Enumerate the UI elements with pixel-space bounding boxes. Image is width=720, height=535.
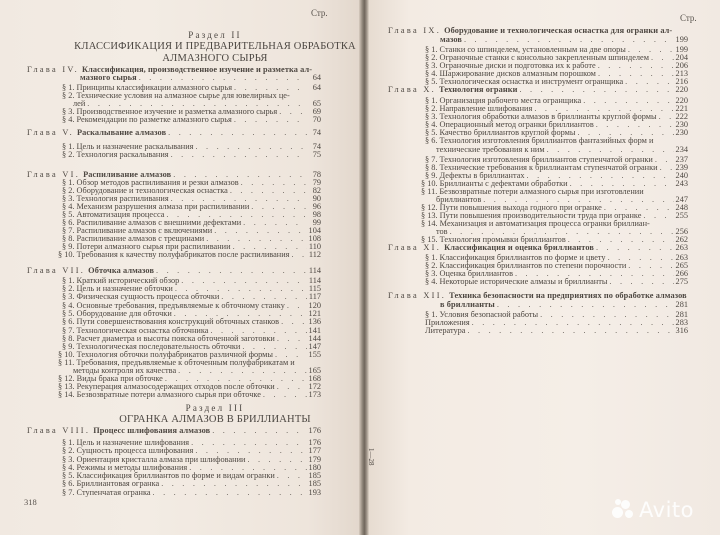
page-number: 144 xyxy=(308,334,321,343)
page-number: 136 xyxy=(308,317,321,326)
avito-logo-icon xyxy=(612,499,636,521)
paragraph-number: § 7. xyxy=(425,155,438,164)
dot-leader xyxy=(281,318,306,326)
page-number: 230 xyxy=(675,128,688,137)
section-label: Раздел II xyxy=(188,30,242,40)
chapter-heading xyxy=(388,292,688,300)
section-title: КЛАССИФИКАЦИЯ И ПРЕДВАРИТЕЛЬНАЯ ОБРАБОТКА xyxy=(74,41,356,52)
page-number: 221 xyxy=(675,104,688,113)
section-label: Раздел III xyxy=(185,403,245,413)
page-number: 108 xyxy=(308,234,321,243)
chapter-title-cont: мазов xyxy=(440,35,462,44)
dot-leader xyxy=(168,129,307,137)
paragraph-number: § 2. xyxy=(425,53,438,62)
paragraph-number: § 2. xyxy=(62,150,75,159)
page-number: 199 xyxy=(675,35,688,44)
paragraph-title: Ограночные диски и подготовка их к работе xyxy=(439,61,596,70)
dot-leader xyxy=(547,146,674,154)
dot-leader xyxy=(464,36,674,44)
paragraph-number: § 2. xyxy=(62,284,75,293)
paragraph-title: Распиливание алмазов с трещинами xyxy=(76,234,205,243)
paragraph-title: Безвозвратные потери алмазного сырья при обточке xyxy=(76,390,261,399)
chapter-heading xyxy=(27,427,321,435)
paragraph-number: § 6. xyxy=(62,218,75,227)
paragraph-number: § 1. xyxy=(425,253,438,262)
page-number: 275 xyxy=(675,277,688,286)
appendix-title: Приложения xyxy=(425,318,470,327)
page-number: 64 xyxy=(312,83,321,92)
dot-leader xyxy=(156,267,307,275)
page-number: 230 xyxy=(675,120,688,129)
page-number: 185 xyxy=(308,471,321,480)
page-number: 98 xyxy=(312,210,321,219)
paragraph-title: Требования к качеству полуфабрикатов после распиливания xyxy=(76,250,290,259)
paragraph-entry xyxy=(62,151,321,159)
paragraph-number: § 3. xyxy=(62,194,75,203)
page-number: 256 xyxy=(675,227,688,236)
dot-leader xyxy=(609,278,673,286)
paragraph-title-cont: лей xyxy=(73,99,86,108)
chapter-heading xyxy=(27,129,321,137)
chapter-number: Глава XII. xyxy=(388,291,447,300)
page-number: 281 xyxy=(675,300,688,309)
paragraph-title: Оборудование и технологическая оснастка xyxy=(76,186,228,195)
dot-leader xyxy=(497,301,674,309)
paragraph-number: § 11. xyxy=(58,358,75,367)
page-number: 266 xyxy=(675,269,688,278)
paragraph-title: Распиливание алмазов с включениями xyxy=(76,226,213,235)
chapter-heading-label xyxy=(27,427,210,435)
paragraph-entry-label xyxy=(62,489,151,497)
paragraph-number: § 10. xyxy=(421,179,438,188)
paragraph-title: Технические требования к бриллиантам ступенчатой огранки xyxy=(439,163,658,172)
paragraph-number: § 2. xyxy=(62,446,75,455)
paragraph-title: Условия безопасной работы xyxy=(439,310,539,319)
chapter-number: Глава XI. xyxy=(388,243,442,252)
paragraph-title: Бриллианты с дефектами обработки xyxy=(439,179,568,188)
page-number: 248 xyxy=(675,203,688,212)
paragraph-number: § 7. xyxy=(62,226,75,235)
page-number: 120 xyxy=(308,301,321,310)
page-number: 115 xyxy=(308,284,321,293)
paragraph-entry xyxy=(62,489,321,497)
paragraph-number: § 5. xyxy=(62,210,75,219)
page-number: 204 xyxy=(675,53,688,62)
page-number: 155 xyxy=(308,350,321,359)
paragraph-number: § 1. xyxy=(425,310,438,319)
paragraph-number: § 1. xyxy=(62,178,75,187)
page-number: 177 xyxy=(308,446,321,455)
paragraph-entry-label xyxy=(62,151,169,159)
chapter-heading-cont-label xyxy=(440,36,462,44)
page-number: 79 xyxy=(312,178,321,187)
chapter-title: Распиливание алмазов xyxy=(83,170,172,179)
page-folio: 318 xyxy=(24,497,37,507)
paragraph-title: Потери алмазного сырья при распиливании xyxy=(76,242,231,251)
paragraph-title-cont: бриллиантов xyxy=(436,195,482,204)
page-number: 185 xyxy=(308,479,321,488)
chapter-heading xyxy=(388,86,688,94)
chapter-title: Оборудование и технологическая оснастка для огранки ал- xyxy=(444,26,673,35)
page-column-label: Стр. xyxy=(680,13,697,23)
paragraph-title: Оборудование для обточки xyxy=(76,309,172,318)
paragraph-number: § 3. xyxy=(425,269,438,278)
chapter-title: Технология огранки xyxy=(439,85,518,94)
chapter-title: Техника безопасности на предприятиях по обработке алмазов xyxy=(449,291,687,300)
dot-leader xyxy=(263,391,307,399)
paragraph-number: § 6. xyxy=(425,136,438,145)
page-number: 239 xyxy=(675,163,688,172)
page-number: 222 xyxy=(675,112,688,121)
paragraph-number: § 1. xyxy=(62,438,75,447)
paragraph-number: § 4. xyxy=(62,115,75,124)
paragraph-number: § 10. xyxy=(58,350,75,359)
paragraph-entry-label xyxy=(58,251,289,259)
paragraph-number: § 7. xyxy=(62,488,75,497)
paragraph-title: Основные требования, предъявляемые к обточному станку xyxy=(76,301,285,310)
paragraph-number: § 8. xyxy=(425,163,438,172)
page-number: 78 xyxy=(312,170,321,179)
page-number: 75 xyxy=(312,150,321,159)
page-number: 147 xyxy=(308,342,321,351)
chapter-heading xyxy=(388,244,688,252)
paragraph-entry-label xyxy=(58,391,261,399)
page-number: 180 xyxy=(308,463,321,472)
paragraph-title: Технология обработки алмазов в бриллианты круглой формы xyxy=(439,112,657,121)
page-number: 141 xyxy=(308,326,321,335)
page-number: 70 xyxy=(312,115,321,124)
paragraph-entry-cont-label xyxy=(436,146,545,154)
paragraph-title: Режимы и методы шлифования xyxy=(76,463,188,472)
paragraph-title: Технология обточки полуфабрикатов различной формы xyxy=(76,350,273,359)
page-number: 99 xyxy=(312,218,321,227)
paragraph-number: § 5. xyxy=(425,128,438,137)
page-number: 114 xyxy=(308,276,321,285)
paragraph-title: Виды брака при обточке xyxy=(76,374,163,383)
paragraph-title: Технология изготовления бриллиантов ступенчатой огранки xyxy=(439,155,653,164)
chapter-heading-cont-label xyxy=(80,74,137,82)
paragraph-title: Шаржирование дисков алмазным порошком xyxy=(439,69,596,78)
page-number: 117 xyxy=(308,292,321,301)
paragraph-number: § 9. xyxy=(62,342,75,351)
paragraph-title: Пути совершенствования конструкций обточных станков xyxy=(76,317,280,326)
chapter-heading-label xyxy=(388,27,672,35)
dot-leader xyxy=(212,427,306,435)
paragraph-number: § 14. xyxy=(421,219,438,228)
chapter-number: Глава V. xyxy=(27,128,74,137)
page-number: 206 xyxy=(675,61,688,70)
paragraph-title: Рекомендации по разметке алмазного сырья xyxy=(76,115,232,124)
printer-signature: 1—28 xyxy=(367,448,375,466)
dot-leader xyxy=(161,480,306,488)
paragraph-title: Ориентация кристалла алмаза при шлифовании xyxy=(76,455,246,464)
paragraph-title: Расчет диаметра и высоты пояска обточенной заготовки xyxy=(76,334,275,343)
page-number: 176 xyxy=(308,426,321,435)
paragraph-number: § 8. xyxy=(62,234,75,243)
paragraph-number: § 4. xyxy=(425,277,438,286)
paragraph-title: Цель и назначение шлифования xyxy=(76,438,190,447)
paragraph-number: § 4. xyxy=(62,463,75,472)
literature-entry-label xyxy=(425,327,466,335)
paragraph-number: § 9. xyxy=(62,242,75,251)
paragraph-number: § 2. xyxy=(425,104,438,113)
chapter-title: Классификация, производственное изучение и разметка ал- xyxy=(82,65,313,74)
paragraph-title: Технология промывки бриллиантов xyxy=(439,235,566,244)
page-number: 234 xyxy=(675,145,688,154)
paragraph-number: § 14. xyxy=(58,390,75,399)
literature-entry xyxy=(425,327,688,335)
paragraph-number: § 5. xyxy=(62,471,75,480)
paragraph-number: § 4. xyxy=(425,69,438,78)
paragraph-number: § 8. xyxy=(62,334,75,343)
dot-leader xyxy=(234,116,307,124)
paragraph-title: Распиливание алмазов с внешними дефектами xyxy=(76,218,242,227)
paragraph-number: § 3. xyxy=(425,112,438,121)
paragraph-entry xyxy=(58,391,321,399)
paragraph-title: Краткий исторический обзор xyxy=(76,276,180,285)
paragraph-title: Ступенчатая огранка xyxy=(76,488,151,497)
paragraph-title: Производственное изучение и разметка алмазного сырья xyxy=(76,107,278,116)
paragraph-title: Технические условия на алмазное сырье для ювелирных це- xyxy=(76,91,290,100)
page-number: 96 xyxy=(312,202,321,211)
paragraph-title: Механизация и автоматизация процесса огранки бриллиан- xyxy=(439,219,650,228)
paragraph-entry xyxy=(58,251,321,259)
section-title: ОГРАНКА АЛМАЗОВ В БРИЛЛИАНТЫ xyxy=(119,414,311,425)
paragraph-title: Качество бриллиантов круглой формы xyxy=(439,128,576,137)
paragraph-number: § 3. xyxy=(425,61,438,70)
paragraph-title: Требования, предъявляемые к обточенным полуфабрикатам и xyxy=(76,358,295,367)
paragraph-number: § 12. xyxy=(421,203,438,212)
page-number: 220 xyxy=(675,85,688,94)
page-number: 240 xyxy=(675,171,688,180)
chapter-heading-label xyxy=(27,267,154,275)
page-number: 82 xyxy=(312,186,321,195)
paragraph-title: Операционный метод огранки бриллиантов xyxy=(439,120,594,129)
chapter-heading-label xyxy=(388,86,517,94)
dot-leader xyxy=(596,244,674,252)
paragraph-title: Пути повышения производительности труда при огранке xyxy=(439,211,642,220)
page-number: 176 xyxy=(308,438,321,447)
page-number: 179 xyxy=(308,455,321,464)
paragraph-title: Безвозвратные потери алмазного сырья при изготовлении xyxy=(439,187,644,196)
page-number: 74 xyxy=(312,142,321,151)
paragraph-number: § 1. xyxy=(425,45,438,54)
paragraph-entry xyxy=(425,278,688,286)
page-number: 69 xyxy=(312,107,321,116)
paragraph-title: Механизм разрушения алмаза при распиливании xyxy=(76,202,250,211)
page-number: 262 xyxy=(675,235,688,244)
paragraph-title: Технологическая оснастка и инструмент огранщика xyxy=(439,77,624,86)
chapter-title-cont: мазного сырья xyxy=(80,73,137,82)
paragraph-entry xyxy=(62,116,321,124)
section-title: АЛМАЗНОГО СЫРЬЯ xyxy=(162,53,268,64)
paragraph-number: § 2. xyxy=(425,261,438,270)
paragraph-number: § 1. xyxy=(425,96,438,105)
chapter-heading xyxy=(27,267,321,275)
paragraph-title: Направление шлифования xyxy=(439,104,533,113)
paragraph-title: Технология распиливания xyxy=(76,194,169,203)
paragraph-number: § 5. xyxy=(425,77,438,86)
chapter-title: Раскалывание алмазов xyxy=(76,128,167,137)
avito-wordmark: Avito xyxy=(639,498,694,522)
page-number: 193 xyxy=(308,488,321,497)
paragraph-number: § 3. xyxy=(62,107,75,116)
paragraph-number: § 4. xyxy=(62,202,75,211)
page-number: 165 xyxy=(308,366,321,375)
dot-leader xyxy=(468,327,674,335)
paragraph-number: § 4. xyxy=(62,301,75,310)
paragraph-title: Цель и назначение обточки xyxy=(76,284,173,293)
paragraph-number: § 4. xyxy=(425,120,438,129)
paragraph-number: § 2. xyxy=(62,186,75,195)
paragraph-number: § 10. xyxy=(58,250,75,259)
paragraph-title: Дефекты в бриллиантах xyxy=(439,171,525,180)
paragraph-title: Технология изготовления бриллиантов фантазийных форм и xyxy=(439,136,654,145)
paragraph-title: Технологическая последовательность обточки xyxy=(76,342,241,351)
chapter-number: Глава IV. xyxy=(27,65,80,74)
paragraph-title: Обзор методов распиливания и резки алмазов xyxy=(76,178,239,187)
paragraph-title: Технология раскалывания xyxy=(76,150,169,159)
paragraph-number: § 6. xyxy=(62,317,75,326)
paragraph-number: § 1. xyxy=(62,142,75,151)
page-number: 168 xyxy=(308,374,321,383)
chapter-heading-label xyxy=(388,244,594,252)
chapter-heading-cont-label xyxy=(440,301,495,309)
paragraph-title: Ограночные станки с консольно закрепленным шпинделем xyxy=(439,53,649,62)
page-number: 213 xyxy=(675,69,688,78)
paragraph-title-cont: методы контроля их качества xyxy=(73,366,177,375)
paragraph-title: Принципы классификации алмазного сырья xyxy=(76,83,233,92)
paragraph-title: Некоторые исторические алмазы и бриллианты xyxy=(439,277,608,286)
chapter-title: Процесс шлифования алмазов xyxy=(93,426,211,435)
page-number: 121 xyxy=(308,309,321,318)
paragraph-title: Бриллиантовая огранка xyxy=(76,479,160,488)
chapter-number: Глава VI. xyxy=(27,170,81,179)
chapter-number: Глава IX. xyxy=(388,26,442,35)
page-number: 255 xyxy=(675,211,688,220)
page-number: 114 xyxy=(308,266,321,275)
paragraph-number: § 1. xyxy=(62,276,75,285)
paragraph-entry-label xyxy=(62,116,232,124)
chapter-number: Глава VII. xyxy=(27,266,86,275)
paragraph-number: § 15. xyxy=(421,235,438,244)
paragraph-number: § 13. xyxy=(58,382,75,391)
page-number: 216 xyxy=(675,77,688,86)
page-number: 110 xyxy=(308,242,321,251)
paragraph-title: Технологическая оснастка обточника xyxy=(76,326,209,335)
page-number: 281 xyxy=(675,310,688,319)
chapter-number: Глава VIII. xyxy=(27,426,91,435)
paragraph-number: § 13. xyxy=(421,211,438,220)
chapter-title: Классификация и оценка бриллиантов xyxy=(444,243,594,252)
paragraph-number: § 11. xyxy=(421,187,438,196)
page-number: 263 xyxy=(675,253,688,262)
paragraph-title: Станки со шпинделем, установленным на две опоры xyxy=(439,45,626,54)
page-number: 65 xyxy=(312,99,321,108)
paragraph-number: § 6. xyxy=(62,479,75,488)
page-number: 265 xyxy=(675,261,688,270)
dot-leader xyxy=(139,74,307,82)
paragraph-entry-label xyxy=(425,278,607,286)
literature-title: Литература xyxy=(425,326,466,335)
chapter-number: Глава X. xyxy=(388,85,437,94)
paragraph-title: Классификация бриллиантов по форме и цвету xyxy=(439,253,606,262)
paragraph-number: § 3. xyxy=(62,292,75,301)
chapter-title: Обточка алмазов xyxy=(88,266,155,275)
chapter-title-cont: в бриллианты xyxy=(440,300,495,309)
paragraph-title: Оценка бриллиантов xyxy=(439,269,513,278)
paragraph-title: Сущность процесса шлифования xyxy=(76,446,194,455)
page-number: 173 xyxy=(308,390,321,399)
page-number: 64 xyxy=(312,73,321,82)
page-number: 243 xyxy=(675,179,688,188)
paragraph-number: § 7. xyxy=(62,326,75,335)
avito-watermark xyxy=(612,498,694,522)
chapter-heading-cont xyxy=(440,36,688,44)
page-number: 316 xyxy=(675,326,688,335)
page-number: 74 xyxy=(312,128,321,137)
page-number: 247 xyxy=(675,195,688,204)
paragraph-number: § 1. xyxy=(62,83,75,92)
dot-leader xyxy=(171,151,307,159)
page-number: 199 xyxy=(675,45,688,54)
paragraph-title: Рекуперация алмазосодержащих отходов после обточки xyxy=(76,382,275,391)
chapter-heading xyxy=(388,27,688,35)
page-number: 220 xyxy=(675,96,688,105)
page-number: 112 xyxy=(308,250,321,259)
dot-leader xyxy=(519,86,673,94)
page-column-label: Стр. xyxy=(311,8,328,18)
chapter-heading-cont xyxy=(440,301,688,309)
page-number: 263 xyxy=(675,243,688,252)
chapter-heading-cont xyxy=(80,74,321,82)
paragraph-title: Пути повышения выхода годного при огранке xyxy=(439,203,602,212)
chapter-heading-label xyxy=(388,292,687,300)
paragraph-number: § 12. xyxy=(58,374,75,383)
paragraph-title: Классификация бриллиантов по степени порочности xyxy=(439,261,627,270)
page-number: 90 xyxy=(312,194,321,203)
paragraph-number: § 5. xyxy=(62,309,75,318)
paragraph-title: Автоматизация процесса xyxy=(76,210,165,219)
paragraph-title-cont: технические требования к ним xyxy=(436,145,545,154)
page-number: 104 xyxy=(308,226,321,235)
chapter-heading-label xyxy=(27,129,166,137)
paragraph-title: Классификация бриллиантов по форме и видам огранки xyxy=(76,471,275,480)
page-number: 237 xyxy=(675,155,688,164)
paragraph-entry-cont xyxy=(436,146,688,154)
dot-leader xyxy=(153,489,307,497)
paragraph-number: § 2. xyxy=(62,91,75,100)
paragraph-title: Физическая сущность процесса обточки xyxy=(76,292,220,301)
paragraph-title-cont: тов xyxy=(436,227,448,236)
paragraph-number: § 9. xyxy=(425,171,438,180)
paragraph-title: Организация рабочего места огранщика xyxy=(439,96,582,105)
paragraph-number: § 3. xyxy=(62,455,75,464)
dot-leader xyxy=(291,251,306,259)
page-number: 283 xyxy=(675,318,688,327)
paragraph-title: Цель и назначение раскалывания xyxy=(76,142,194,151)
page-number: 172 xyxy=(308,382,321,391)
